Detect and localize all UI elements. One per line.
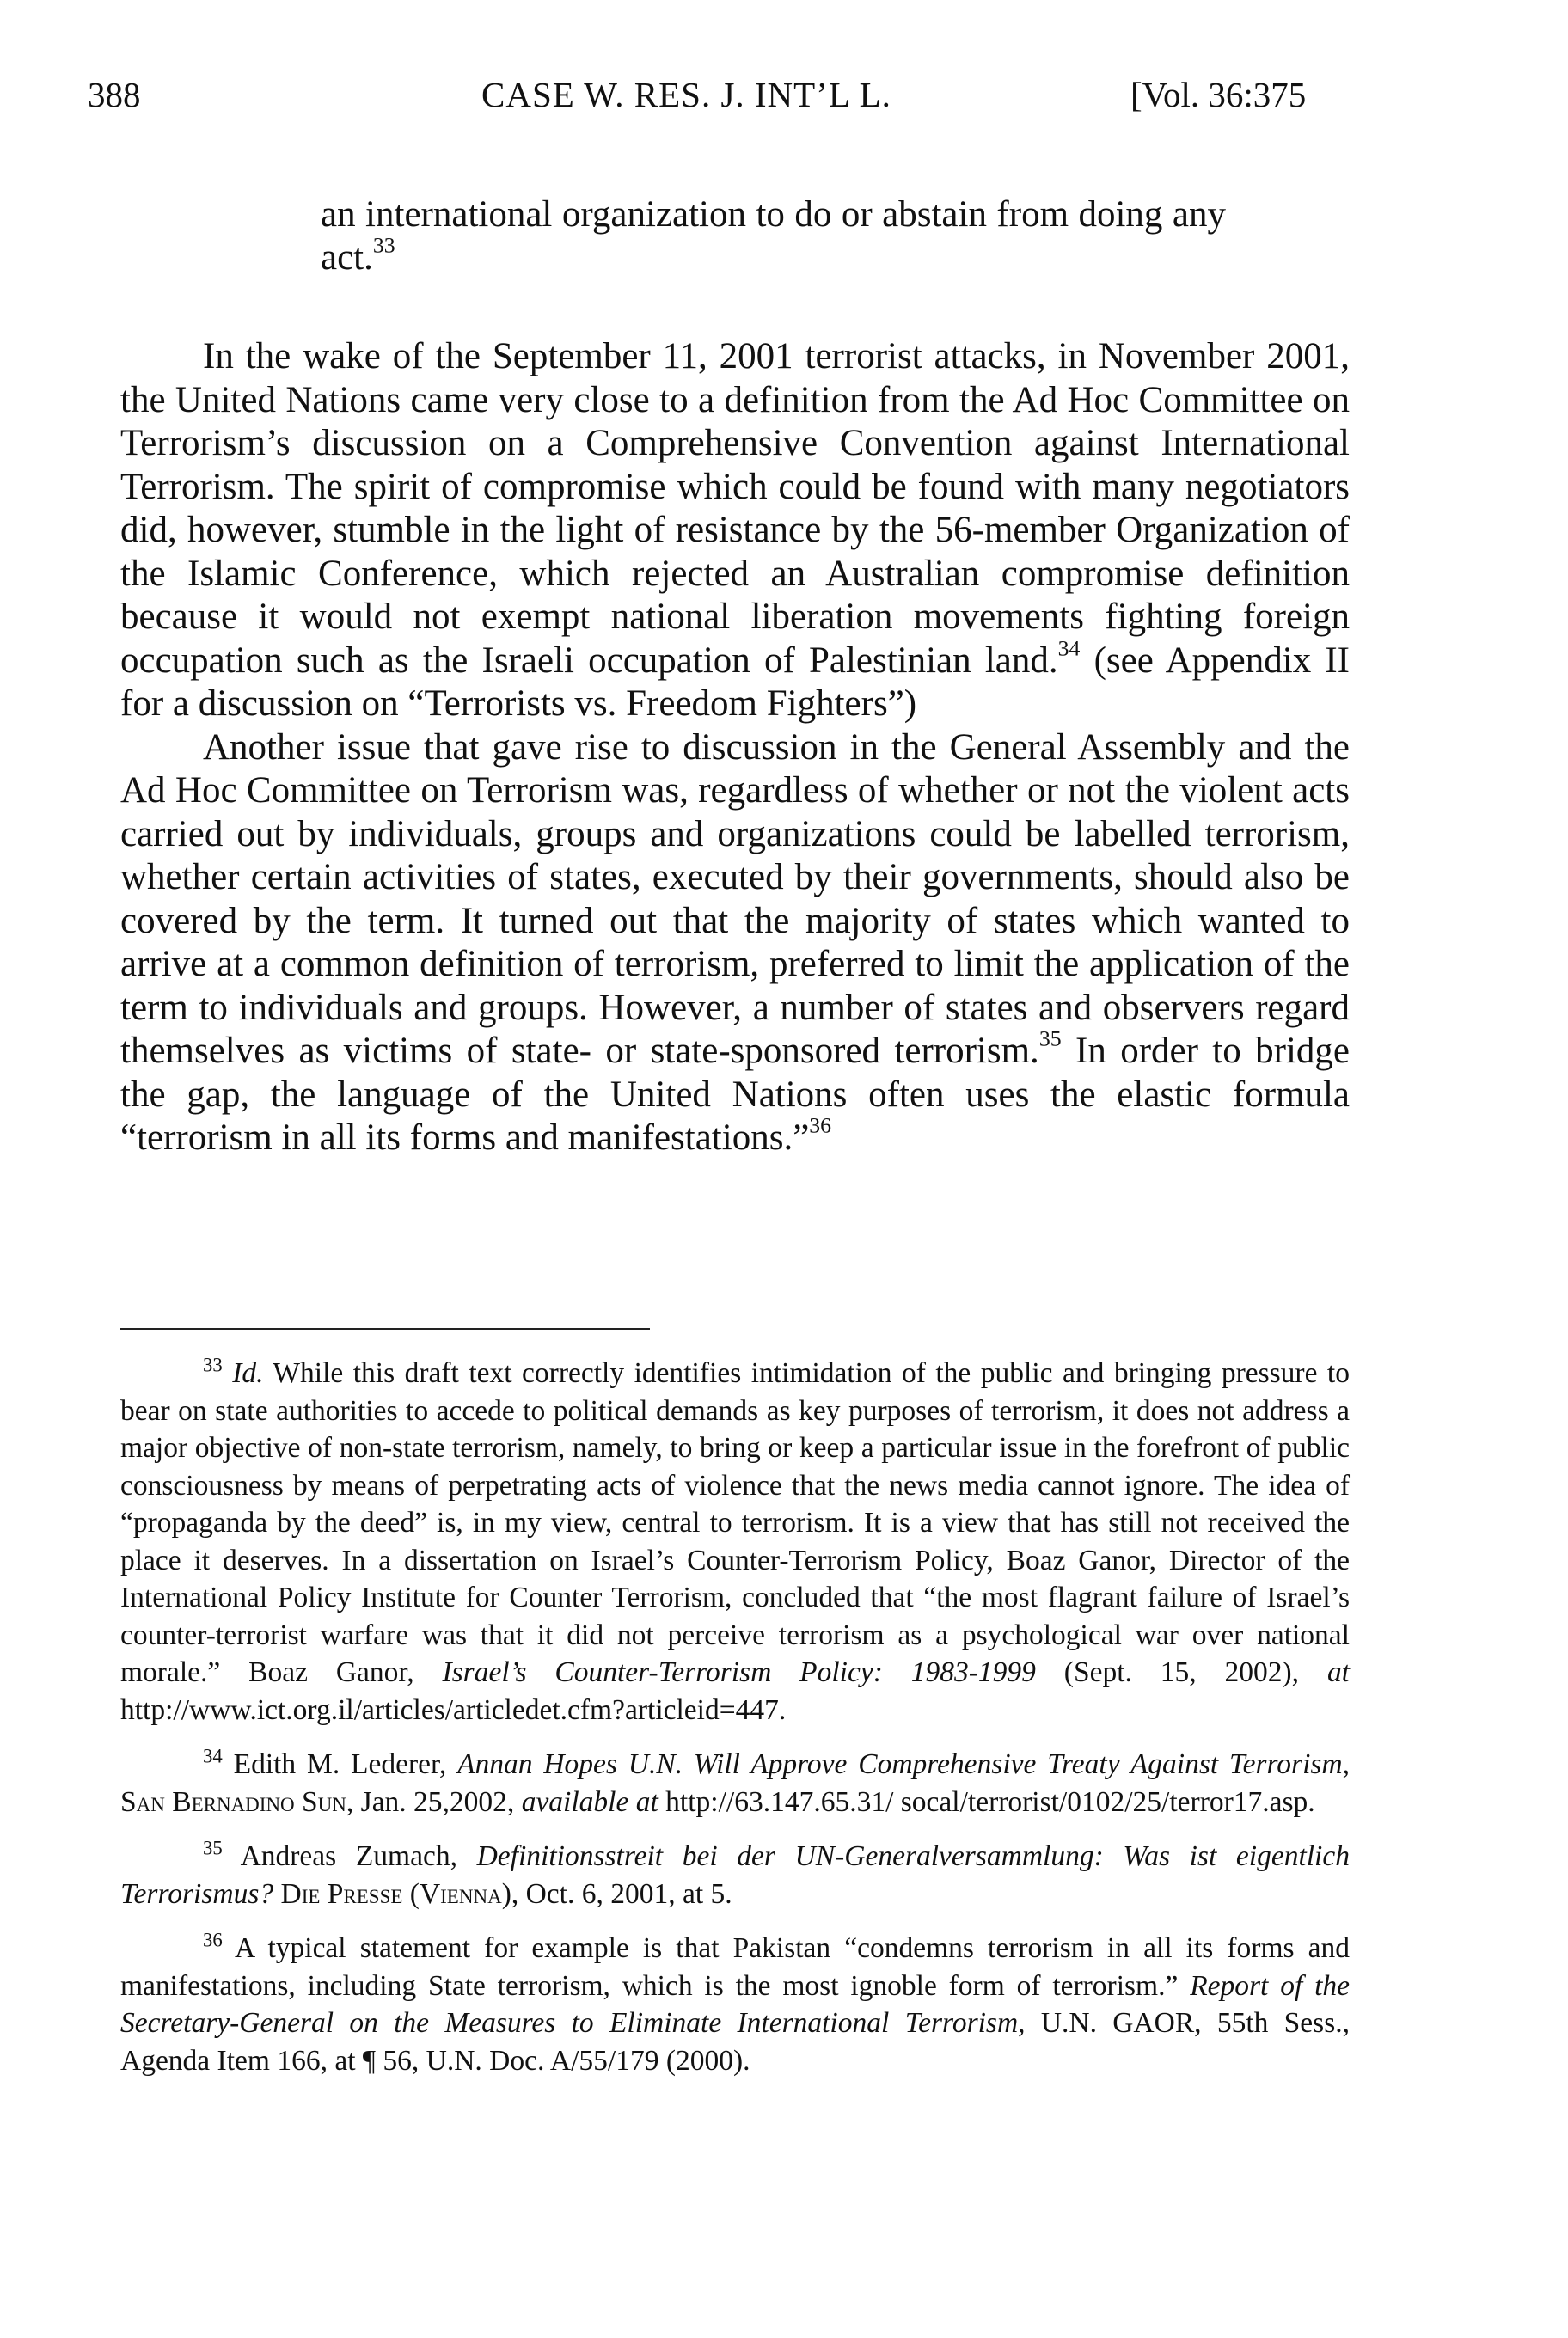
footnote-text	[273, 1878, 280, 1910]
footnote-35	[120, 1838, 1350, 1913]
paragraph-text: (see Appendix II for a discussion on “Terrorists vs. Freedom Fighters”)	[120, 640, 1351, 724]
footnote-text: , Jan. 25,2002,	[346, 1785, 522, 1818]
page-number: 388	[88, 75, 141, 114]
footnote-33	[120, 1355, 1350, 1729]
footnote-divider	[120, 1328, 650, 1330]
footnote-ref: 36	[809, 1112, 832, 1138]
footnote-ref: 34	[1057, 635, 1081, 661]
paragraph-text: In the wake of the September 11, 2001 terrorist attacks, in November 2001, the United Nations came very close to a definition from the Ad Hoc Committee on Terrorism’s discussion on a Comprehensive Convention against International Terrorism. The spirit of compromise which could be found with many negotiators did, however, stumble in the light of resistance by the 56-member Organization of the Islamic Conference, which rejected an Australian compromise definition because it would not exempt national liberation movements fighting foreign occupation such as the Israeli occupation of Palestinian land.	[120, 336, 1350, 681]
footnote-number: 33	[203, 1354, 223, 1376]
block-quote	[321, 193, 1226, 279]
footnote-ref: 33	[372, 232, 395, 258]
footnote-text: http://63.147.65.31/ socal/terrorist/0102/25/terror17.asp.	[658, 1785, 1315, 1818]
footnote-text: http://www.ict.org.il/articles/articledet.cfm?articleid=447.	[120, 1693, 787, 1726]
paragraph	[120, 726, 1350, 1160]
running-header	[0, 70, 1568, 119]
footnote-text: San Bernadino Sun	[120, 1785, 346, 1818]
footnote-text: Definitionsstreit bei der UN-Generalversammlung: Was ist eigentlich Terrorismus?	[120, 1840, 1350, 1910]
footnote-text: Andreas Zumach,	[240, 1840, 477, 1872]
footnote-text: , U.N. GAOR, 55th Sess., Agenda Item 166, at ¶ 56, U.N. Doc. A/55/179 (2000).	[120, 2007, 1350, 2077]
footnote-text: Annan Hopes U.N. Will Approve Comprehensive Treaty Against Terrorism	[457, 1748, 1343, 1780]
footnote-36	[120, 1930, 1350, 2079]
paragraph-text: Another issue that gave rise to discussion in the General Assembly and the Ad Hoc Committee on Terrorism was, regardless of whether or not the violent acts carried out by individuals, groups and organizations could be labelled terrorism, whether certain activities of states, executed by their governments, should also be covered by the term. It turned out that the majority of states which wanted to arrive at a common definition of terrorism, preferred to limit the application of the term to individuals and groups. However, a number of states and observers regard themselves as victims of state- or state-sponsored terrorism.	[120, 726, 1350, 1071]
footnote-number: 35	[203, 1837, 223, 1859]
footnote-text: Edith M. Lederer,	[233, 1748, 458, 1780]
footnote-text: available at	[521, 1785, 658, 1818]
journal-title: CASE W. RES. J. INT’L L.	[481, 75, 891, 114]
footnote-text: , Oct. 6, 2001, at 5.	[511, 1877, 732, 1910]
footnotes	[120, 1355, 1350, 2096]
body-text	[120, 335, 1350, 1160]
footnote-number: 34	[203, 1745, 223, 1767]
paragraph	[120, 335, 1350, 726]
footnote-34	[120, 1746, 1350, 1821]
footnote-text: A typical statement for example is that Pakistan “condemns terrorism in all its forms and manifestations, including State terrorism, which is the most ignoble form of terrorism.”	[120, 1932, 1350, 2002]
footnote-text: While this draft text correctly identifies intimidation of the public and bringing pressure to bear on state authorities to accede to political demands as key purposes of terrorism, it does not address a major objective of non-state terrorism, namely, to bring or keep a particular issue in the forefront of public consciousness by means of perpetrating acts of violence that the news media cannot ignore. The idea of “propaganda by the deed” is, in my view, central to terrorism. It is a view that has still not received the place it deserves. In a dissertation on Israel’s Counter-Terrorism Policy, Boaz Ganor, Director of the International Policy Institute for Counter Terrorism, concluded that “the most flagrant failure of Israel’s counter-terrorist warfare was that it did not perceive terrorism as a psychological war over national morale.” Boaz Ganor,	[120, 1357, 1350, 1688]
footnote-ref: 35	[1038, 1025, 1062, 1051]
block-quote-text: an international organization to do or abstain from doing any act.	[321, 194, 1226, 278]
footnote-number: 36	[203, 1929, 223, 1951]
footnote-text: Israel’s Counter-Terrorism Policy: 1983-1999	[442, 1656, 1036, 1688]
paragraph-text: In order to bridge the gap, the language of the United Nations often uses the elastic formula “terrorism in all its forms and manifestations.”	[120, 1031, 1350, 1158]
footnote-text: at	[1326, 1656, 1351, 1688]
footnote-text: ,	[1342, 1748, 1350, 1780]
footnote-text: Id.	[232, 1357, 264, 1389]
footnote-text: (Sept. 15, 2002),	[1035, 1656, 1327, 1688]
footnote-text: Die Presse (Vienna)	[280, 1877, 511, 1910]
volume-citation: [Vol. 36:375	[1130, 75, 1307, 114]
footnote-text: Report of the Secretary-General on the Measures to Eliminate International Terrorism	[120, 1969, 1350, 2039]
